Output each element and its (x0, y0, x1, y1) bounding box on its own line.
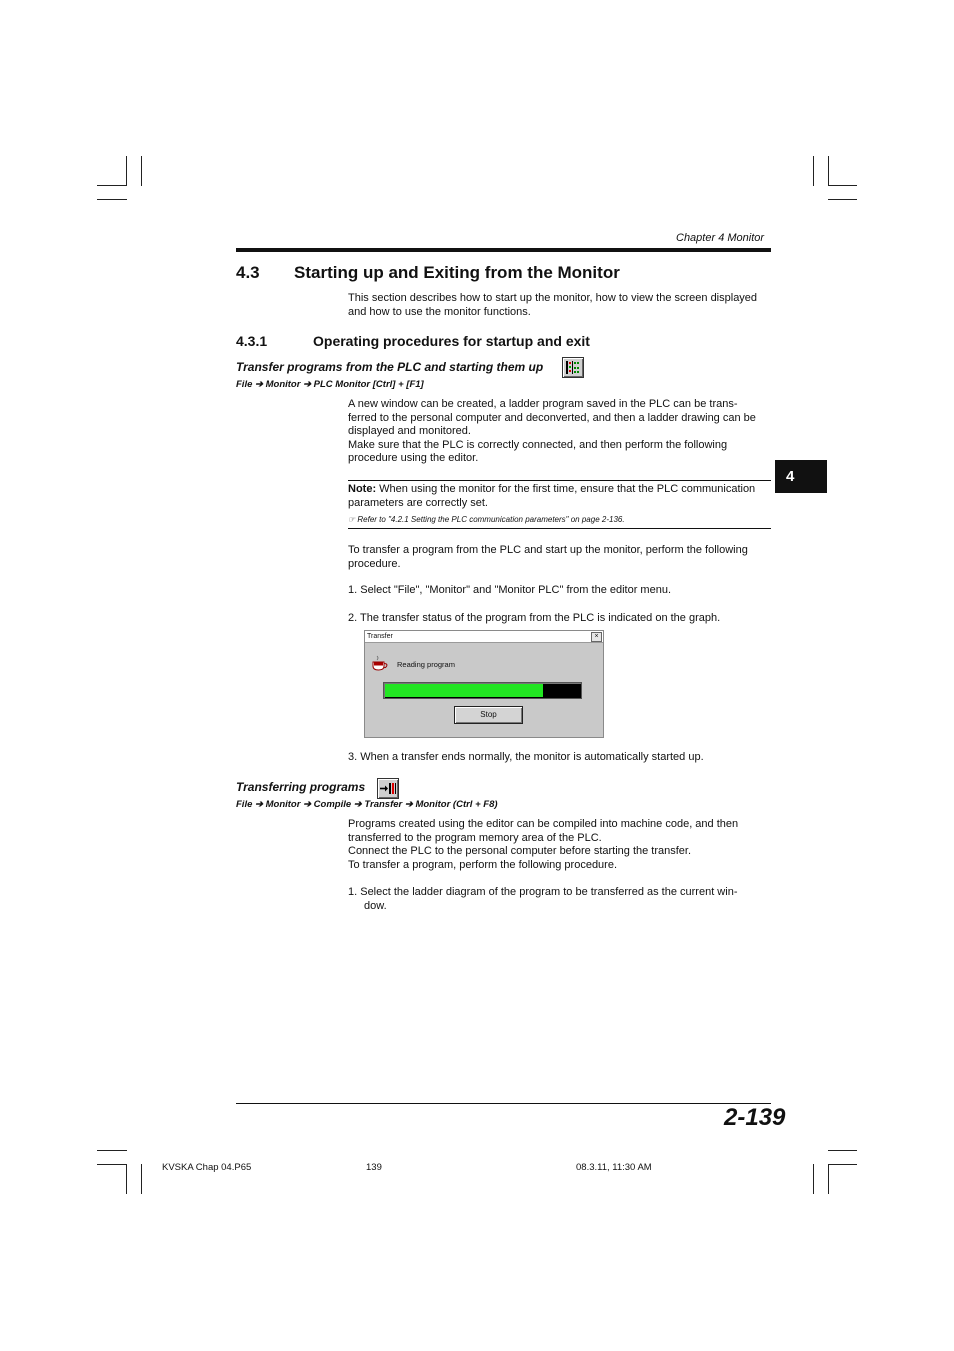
crop-mark (813, 1164, 814, 1194)
subsection-number: 4.3.1 (236, 333, 268, 349)
text-line: Make sure that the PLC is correctly connected, and then perform the following (348, 438, 728, 451)
text-line: dow. (364, 899, 387, 912)
text-line: A new window can be created, a ladder program saved in the PLC can be trans- (348, 398, 738, 410)
stop-button[interactable]: Stop (454, 706, 523, 724)
transferring-description (348, 818, 738, 872)
text-line: procedure. (348, 557, 401, 570)
chapter-tab-number: 4 (786, 468, 795, 485)
running-header: Chapter 4 Monitor (676, 232, 765, 244)
dialog-status-text: Reading program (397, 660, 455, 669)
note-top-rule (348, 480, 771, 481)
crop-mark (97, 1150, 127, 1151)
footer-rule (236, 1103, 771, 1104)
note-label: Note: (348, 483, 377, 495)
note-text: parameters are correctly set. (348, 496, 488, 509)
transfer-step-1 (348, 886, 737, 913)
crop-mark (141, 156, 142, 186)
section-number: 4.3 (236, 263, 260, 282)
text-line: ferred to the personal computer and deconverted, and then a ladder drawing can be (348, 411, 756, 424)
footer-file: KVSKA Chap 04.P65 (162, 1162, 252, 1173)
crop-mark (97, 185, 127, 186)
text-line: transferred to the program memory area of the PLC. (348, 831, 602, 844)
section-title-text: Starting up and Exiting from the Monitor (294, 263, 620, 282)
text-line: displayed and monitored. (348, 425, 471, 438)
note-bottom-rule (348, 528, 771, 529)
crop-mark (828, 156, 829, 186)
menu-path: File ➔ Monitor ➔ Compile ➔ Transfer ➔ Monitor (Ctrl + F8) (236, 799, 498, 810)
text-line: procedure using the editor. (348, 452, 479, 465)
crop-mark (97, 1164, 127, 1165)
transfer-from-plc-description (348, 398, 756, 466)
step-1: 1. Select "File", "Monitor" and "Monitor PLC" from the editor menu. (348, 584, 672, 596)
text-line: To transfer a program from the PLC and start up the monitor, perform the following (348, 544, 748, 556)
crop-mark (813, 156, 814, 186)
plc-monitor-toolbar-icon[interactable] (562, 357, 584, 378)
section-title (236, 263, 620, 283)
step-3: 3. When a transfer ends normally, the monitor is automatically started up. (348, 751, 704, 763)
crop-mark (828, 199, 857, 200)
footer-date: 08.3.11, 11:30 AM (576, 1162, 652, 1173)
text-line: To transfer a program, perform the following procedure. (348, 858, 618, 871)
section-intro (348, 292, 757, 319)
dialog-title-bar (365, 631, 603, 643)
note-reference: ☞ Refer to "4.2.1 Setting the PLC communication parameters" on page 2-136. (348, 515, 625, 524)
procedure-intro (348, 544, 748, 571)
crop-mark (126, 1164, 127, 1194)
menu-path: File ➔ Monitor ➔ PLC Monitor [Ctrl] + [F1] (236, 379, 424, 390)
crop-mark (141, 1164, 142, 1194)
subsection-title-text: Operating procedures for startup and exit (313, 333, 590, 349)
crop-mark (828, 1164, 829, 1194)
chapter-tab (775, 460, 827, 493)
crop-mark (828, 1164, 857, 1165)
text-line: Connect the PLC to the personal computer before starting the transfer. (348, 845, 692, 858)
progress-fill (385, 684, 543, 697)
coffee-cup-icon (371, 655, 389, 671)
transfer-dialog (364, 630, 604, 738)
text-line: This section describes how to start up the monitor, how to view the screen displayed (348, 292, 758, 304)
transfer-progress-bar (383, 682, 582, 699)
heading-transferring-programs: Transferring programs (236, 780, 366, 794)
crop-mark (828, 1150, 857, 1151)
text-line: and how to use the monitor functions. (348, 305, 531, 318)
footer-page: 139 (366, 1162, 382, 1173)
close-icon[interactable]: × (591, 632, 602, 642)
page-number: 2-139 (724, 1104, 786, 1131)
crop-mark (97, 199, 127, 200)
step-2: 2. The transfer status of the program from the PLC is indicated on the graph. (348, 612, 721, 624)
dialog-title: Transfer (367, 633, 393, 640)
heading-transfer-from-plc: Transfer programs from the PLC and starting them up (236, 360, 544, 374)
crop-mark (126, 156, 127, 186)
subsection-title (236, 333, 590, 349)
header-rule (236, 248, 771, 252)
crop-mark (828, 185, 857, 186)
transfer-toolbar-icon[interactable] (377, 778, 399, 799)
text-line: Programs created using the editor can be compiled into machine code, and then (348, 818, 739, 830)
text-line: 1. Select the ladder diagram of the program to be transferred as the current win- (348, 886, 738, 898)
note-box (348, 483, 755, 510)
note-text: When using the monitor for the first time, ensure that the PLC communication (376, 483, 756, 495)
